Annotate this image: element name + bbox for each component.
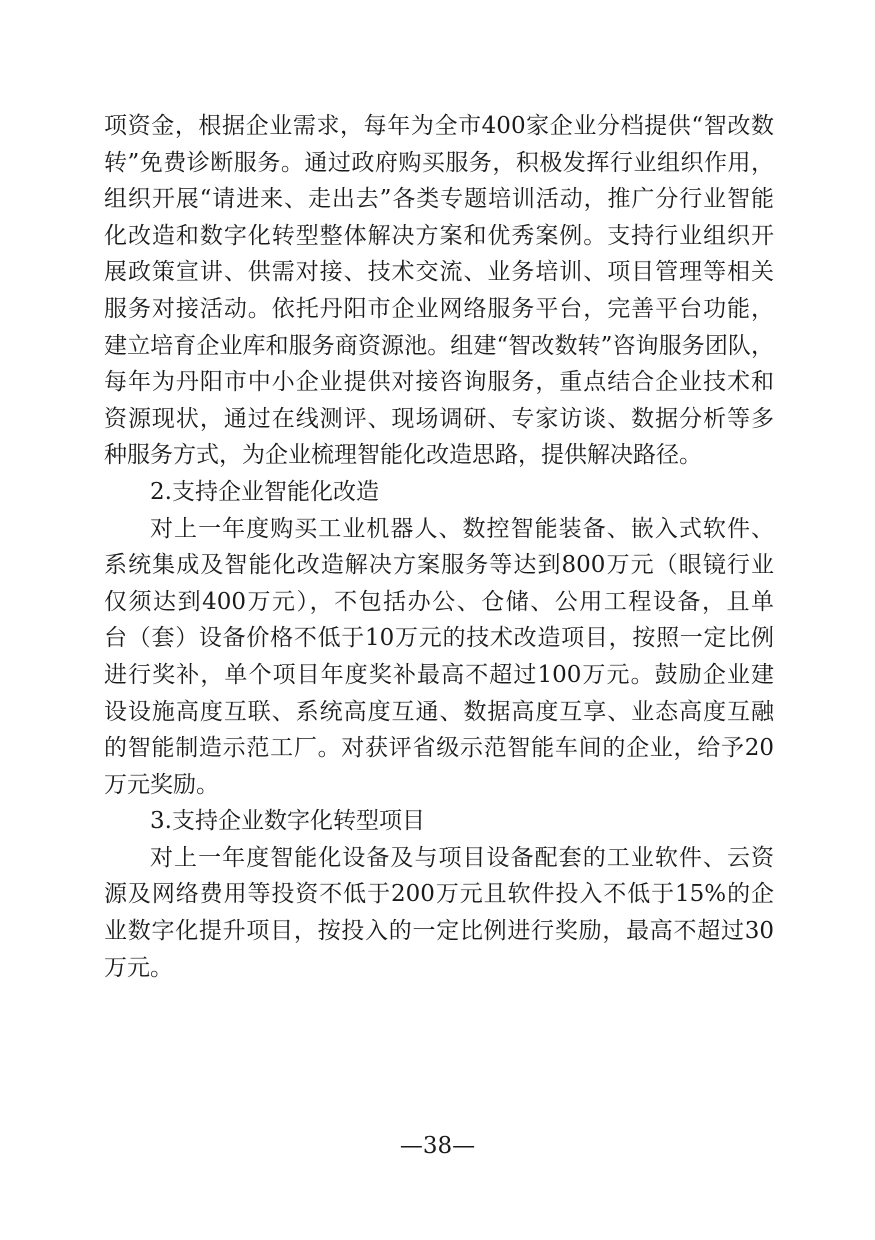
text-line: 资源现状，通过在线测评、现场调研、专家访谈、数据分析等多 [104,405,774,432]
text-line: 对上一年度智能化设备及与项目设备配套的工业软件、云资 [150,844,774,871]
text-line: 转”免费诊断服务。通过政府购买服务，积极发挥行业组织作用， [104,149,774,176]
section-heading-2: 2.支持企业智能化改造 [150,478,379,505]
text-line: 进行奖补，单个项目年度奖补最高不超过100万元。鼓励企业建 [104,661,774,688]
text-line: 仅须达到400万元），不包括办公、仓储、公用工程设备，且单 [104,588,774,615]
document-body [104,108,774,986]
text-line: 项资金，根据企业需求，每年为全市400家企业分档提供“智改数 [104,113,774,139]
text-line: 源及网络费用等投资不低于200万元且软件投入不低于15%的企 [104,881,774,908]
text-line: 万元。 [104,954,173,981]
text-line: 业数字化提升项目，按投入的一定比例进行奖励，最高不超过30 [104,918,774,945]
text-line: 服务对接活动。依托丹阳市企业网络服务平台，完善平台功能， [104,295,774,322]
text-line: 种服务方式，为企业梳理智能化改造思路，提供解决路径。 [104,442,702,469]
text-line: 系统集成及智能化改造解决方案服务等达到800万元（眼镜行业 [104,552,774,579]
page-number: —38— [399,1133,476,1159]
text-line: 台（套）设备价格不低于10万元的技术改造项目，按照一定比例 [104,625,774,652]
paragraph-1 [104,108,774,474]
text-line: 每年为丹阳市中小企业提供对接咨询服务，重点结合企业技术和 [104,369,774,396]
text-line: 化改造和数字化转型整体解决方案和优秀案例。支持行业组织开 [104,222,774,249]
text-line: 设设施高度互联、系统高度互通、数据高度互享、业态高度互融 [104,698,774,725]
paragraph-3 [104,840,774,986]
text-line: 展政策宣讲、供需对接、技术交流、业务培训、项目管理等相关 [104,259,774,286]
section-heading-3: 3.支持企业数字化转型项目 [150,808,425,835]
text-line: 万元奖励。 [104,771,219,798]
text-line: 建立培育企业库和服务商资源池。组建“智改数转”咨询服务团队， [104,332,774,359]
text-line: 组织开展“请进来、走出去”各类专题培训活动，推广分行业智能 [104,186,774,213]
text-line: 对上一年度购买工业机器人、数控智能装备、嵌入式软件、 [150,515,774,542]
text-line: 的智能制造示范工厂。对获评省级示范智能车间的企业，给予20 [104,735,774,762]
paragraph-2 [104,511,774,804]
